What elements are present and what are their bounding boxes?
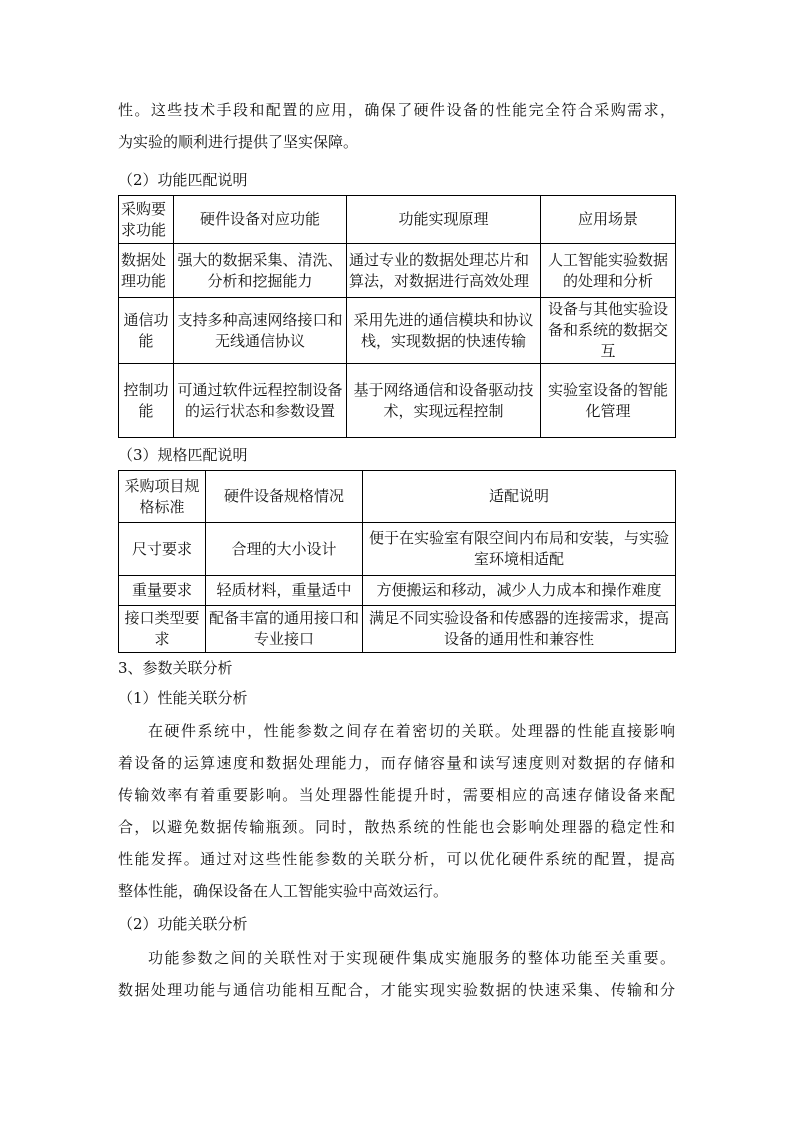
table-row [119, 523, 676, 576]
table-cell: 设备与其他实验设备和系统的数据交互 [541, 298, 676, 364]
paragraph-line: 着设备的运算速度和数据处理能力，而存储容量和读写速度则对数据的存储和 [118, 754, 675, 772]
table-cell: 数据处理功能 [119, 244, 174, 298]
table-header-cell: 适配说明 [363, 471, 676, 523]
table-cell: 重量要求 [119, 576, 206, 606]
table-header-cell: 硬件设备对应功能 [174, 196, 347, 244]
spec-match-table [118, 470, 676, 653]
function-match-table [118, 195, 676, 438]
part-heading-param-analysis: 3、参数关联分析 [118, 659, 233, 677]
table-cell: 人工智能实验数据的处理和分析 [541, 244, 676, 298]
table-row [119, 576, 676, 606]
table-cell: 配备丰富的通用接口和专业接口 [206, 606, 363, 653]
table-cell: 通信功能 [119, 298, 174, 364]
table-cell: 可通过软件远程控制设备的运行状态和参数设置 [174, 364, 347, 438]
intro-line: 性。这些技术手段和配置的应用，确保了硬件设备的性能完全符合采购需求， [118, 101, 675, 119]
table-row [119, 298, 676, 364]
table-cell: 尺寸要求 [119, 523, 206, 576]
intro-line: 为实验的顺利进行提供了坚实保障。 [118, 133, 359, 151]
section-heading-function-match: （2）功能匹配说明 [118, 171, 248, 189]
table-header-cell: 采购项目规格标准 [119, 471, 206, 523]
table-cell: 轻质材料，重量适中 [206, 576, 363, 606]
paragraph-line: 整体性能，确保设备在人工智能实验中高效运行。 [118, 882, 449, 900]
table-cell: 基于网络通信和设备驱动技术，实现远程控制 [347, 364, 541, 438]
table-cell: 接口类型要求 [119, 606, 206, 653]
table-row [119, 364, 676, 438]
table-cell: 便于在实验室有限空间内布局和安装，与实验室环境相适配 [363, 523, 676, 576]
table-cell: 控制功能 [119, 364, 174, 438]
section-heading-perf: （1）性能关联分析 [118, 689, 248, 707]
table-cell: 强大的数据采集、清洗、分析和挖掘能力 [174, 244, 347, 298]
table-cell: 实验室设备的智能化管理 [541, 364, 676, 438]
table-cell: 方便搬运和移动，减少人力成本和操作难度 [363, 576, 676, 606]
paragraph-line: 在硬件系统中，性能参数之间存在着密切的关联。处理器的性能直接影响 [148, 722, 675, 740]
table-header-cell: 应用场景 [541, 196, 676, 244]
section-heading-func: （2）功能关联分析 [118, 915, 248, 933]
table-row [119, 606, 676, 653]
table-cell: 满足不同实验设备和传感器的连接需求，提高设备的通用性和兼容性 [363, 606, 676, 653]
table-row [119, 244, 676, 298]
section-heading-spec-match: （3）规格匹配说明 [118, 446, 248, 464]
table-cell: 采用先进的通信模块和协议栈，实现数据的快速传输 [347, 298, 541, 364]
table-header-cell: 硬件设备规格情况 [206, 471, 363, 523]
table-header-cell: 采购要求功能 [119, 196, 174, 244]
paragraph-line: 功能参数之间的关联性对于实现硬件集成实施服务的整体功能至关重要。 [148, 949, 675, 967]
table-header-row [119, 196, 676, 244]
paragraph-line: 合，以避免数据传输瓶颈。同时，散热系统的性能也会影响处理器的稳定性和 [118, 818, 675, 836]
paragraph-line: 数据处理功能与通信功能相互配合，才能实现实验数据的快速采集、传输和分 [118, 981, 675, 999]
paragraph-line: 传输效率有着重要影响。当处理器性能提升时，需要相应的高速存储设备来配 [118, 786, 675, 804]
table-cell: 支持多种高速网络接口和无线通信协议 [174, 298, 347, 364]
paragraph-line: 性能发挥。通过对这些性能参数的关联分析，可以优化硬件系统的配置，提高 [118, 850, 675, 868]
table-header-cell: 功能实现原理 [347, 196, 541, 244]
table-cell: 合理的大小设计 [206, 523, 363, 576]
table-cell: 通过专业的数据处理芯片和算法，对数据进行高效处理 [347, 244, 541, 298]
table-header-row [119, 471, 676, 523]
